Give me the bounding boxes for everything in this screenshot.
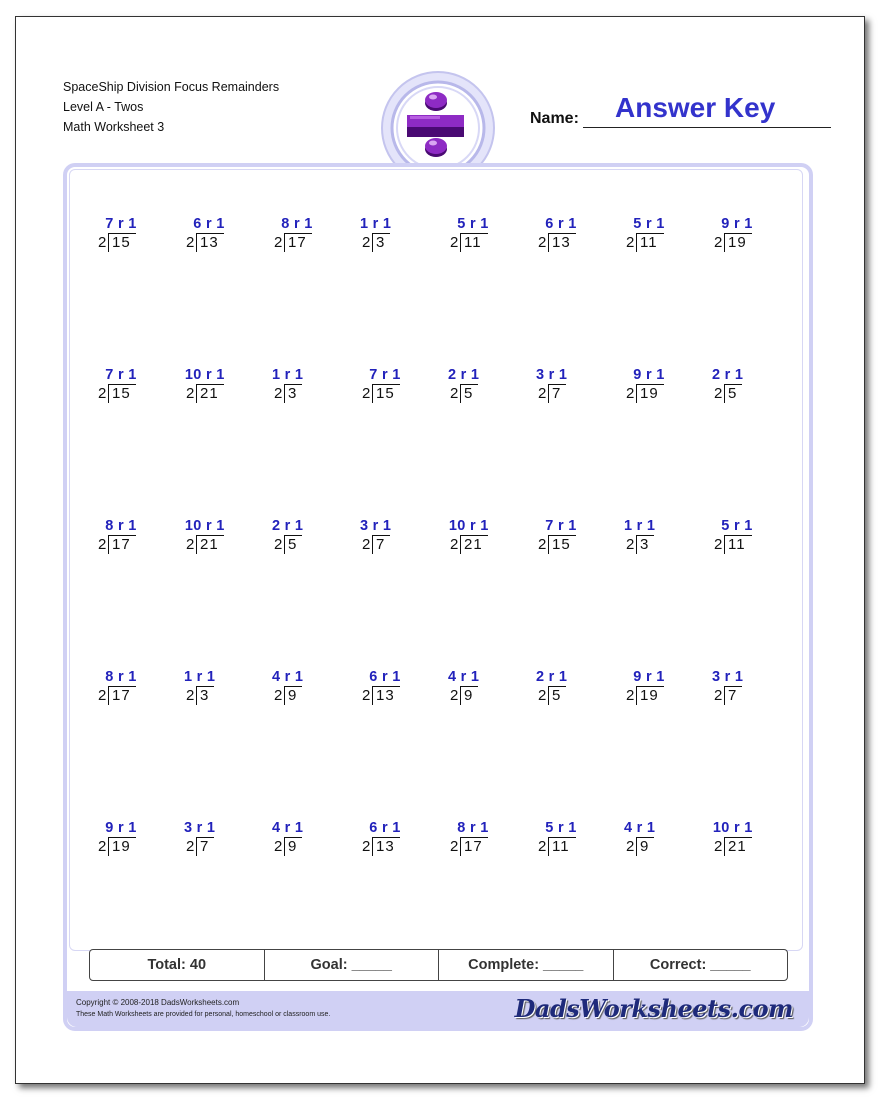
problem-dividend: 19 <box>728 234 747 251</box>
division-problem <box>450 216 520 256</box>
division-problem <box>626 367 696 407</box>
problem-dividend: 9 <box>288 838 298 855</box>
problem-answer: 4 r 1 <box>271 820 304 836</box>
division-problem <box>186 518 256 558</box>
division-problem <box>711 669 784 709</box>
problem-answer: 3 r 1 <box>711 669 744 685</box>
problem-dividend: 11 <box>552 838 570 855</box>
total-count: Total: 40 <box>90 950 265 980</box>
problem-dividend: 17 <box>112 687 131 704</box>
division-problem <box>714 216 784 256</box>
division-problem <box>359 518 432 558</box>
division-problem <box>447 669 520 709</box>
problem-answer: 9 r 1 <box>721 216 753 232</box>
problem-divisor: 2 <box>186 385 195 402</box>
problem-answer: 2 r 1 <box>447 367 480 383</box>
name-field[interactable] <box>530 92 831 128</box>
problem-divisor: 2 <box>626 536 635 553</box>
division-problem <box>623 820 696 860</box>
problem-dividend: 5 <box>552 687 562 704</box>
brand-logo: DadsWorksheets.com <box>514 994 793 1023</box>
problem-divisor: 2 <box>186 536 195 553</box>
problem-dividend: 5 <box>288 536 298 553</box>
answer-key-label: Answer Key <box>615 92 776 123</box>
division-problem <box>714 820 784 860</box>
division-problem <box>538 820 608 860</box>
problem-answer: 8 r 1 <box>457 820 489 836</box>
problem-answer: 6 r 1 <box>369 669 401 685</box>
problem-divisor: 2 <box>186 687 195 704</box>
division-problem <box>98 216 168 256</box>
division-problem <box>183 820 256 860</box>
problem-dividend: 15 <box>376 385 395 402</box>
problem-dividend: 3 <box>200 687 210 704</box>
problem-divisor: 2 <box>450 234 459 251</box>
division-problem <box>711 367 784 407</box>
problem-answer: 2 r 1 <box>271 518 304 534</box>
problem-divisor: 2 <box>274 536 283 553</box>
problem-dividend: 7 <box>376 536 386 553</box>
problem-dividend: 13 <box>552 234 571 251</box>
division-problem <box>447 367 520 407</box>
worksheet-number: Math Worksheet 3 <box>63 120 165 134</box>
problem-answer: 5 r 1 <box>545 820 577 836</box>
division-problem <box>362 367 432 407</box>
worksheet-info <box>63 77 279 137</box>
problem-answer: 2 r 1 <box>535 669 568 685</box>
division-problem <box>98 669 168 709</box>
problem-divisor: 2 <box>362 838 371 855</box>
division-problem <box>98 367 168 407</box>
problem-answer: 10 r 1 <box>712 820 753 836</box>
problem-answer: 2 r 1 <box>711 367 744 383</box>
correct-field[interactable]: Correct: _____ <box>649 957 751 973</box>
problem-divisor: 2 <box>450 687 459 704</box>
division-problem <box>98 518 168 558</box>
problem-dividend: 17 <box>288 234 307 251</box>
problem-answer: 1 r 1 <box>359 216 392 232</box>
division-problem <box>714 518 784 558</box>
problem-divisor: 2 <box>538 838 547 855</box>
problem-divisor: 2 <box>538 385 547 402</box>
problem-dividend: 9 <box>640 838 650 855</box>
complete-field[interactable]: Complete: _____ <box>439 950 614 980</box>
problem-divisor: 2 <box>450 385 459 402</box>
worksheet-level: Level A - Twos <box>63 100 144 114</box>
totals-bar <box>89 949 788 981</box>
problem-answer: 3 r 1 <box>535 367 568 383</box>
problem-dividend: 15 <box>112 234 131 251</box>
problem-divisor: 2 <box>186 838 195 855</box>
problem-divisor: 2 <box>362 687 371 704</box>
problem-answer: 8 r 1 <box>281 216 313 232</box>
problem-divisor: 2 <box>714 838 723 855</box>
problem-divisor: 2 <box>626 838 635 855</box>
division-problem <box>626 669 696 709</box>
problem-dividend: 19 <box>112 838 131 855</box>
problem-answer: 8 r 1 <box>105 669 137 685</box>
division-problem <box>450 820 520 860</box>
problem-divisor: 2 <box>714 687 723 704</box>
problem-answer: 7 r 1 <box>105 367 137 383</box>
problem-dividend: 17 <box>464 838 483 855</box>
problem-dividend: 7 <box>552 385 562 402</box>
problem-dividend: 11 <box>728 536 746 553</box>
division-problem <box>271 518 344 558</box>
problem-dividend: 5 <box>464 385 474 402</box>
copyright-text: Copyright © 2008-2018 DadsWorksheets.com <box>76 998 240 1007</box>
problem-answer: 7 r 1 <box>369 367 401 383</box>
division-problem <box>98 820 168 860</box>
division-problem <box>271 820 344 860</box>
problem-divisor: 2 <box>362 536 371 553</box>
problem-answer: 1 r 1 <box>271 367 304 383</box>
problem-divisor: 2 <box>450 838 459 855</box>
problem-answer: 4 r 1 <box>447 669 480 685</box>
problem-answer: 5 r 1 <box>721 518 753 534</box>
problem-dividend: 3 <box>376 234 386 251</box>
footer <box>67 991 809 1027</box>
problem-answer: 7 r 1 <box>105 216 137 232</box>
division-problem <box>538 216 608 256</box>
problem-dividend: 13 <box>376 687 395 704</box>
problem-answer: 10 r 1 <box>184 518 225 534</box>
problem-divisor: 2 <box>714 385 723 402</box>
problem-answer: 6 r 1 <box>193 216 225 232</box>
division-problem <box>186 367 256 407</box>
division-problem <box>359 216 432 256</box>
problem-dividend: 9 <box>464 687 474 704</box>
problem-divisor: 2 <box>274 234 283 251</box>
goal-field[interactable]: Goal: _____ <box>265 950 440 980</box>
problem-divisor: 2 <box>98 838 107 855</box>
problem-divisor: 2 <box>274 838 283 855</box>
problem-divisor: 2 <box>626 385 635 402</box>
problem-dividend: 21 <box>464 536 483 553</box>
division-problem <box>186 216 256 256</box>
division-problem <box>274 216 344 256</box>
division-problem <box>535 669 608 709</box>
problem-answer: 9 r 1 <box>105 820 137 836</box>
problem-divisor: 2 <box>98 536 107 553</box>
name-line <box>583 127 831 128</box>
problem-divisor: 2 <box>538 536 547 553</box>
problem-dividend: 17 <box>112 536 131 553</box>
problem-dividend: 21 <box>200 385 219 402</box>
problem-dividend: 19 <box>640 385 659 402</box>
problem-dividend: 7 <box>728 687 738 704</box>
problem-answer: 4 r 1 <box>271 669 304 685</box>
problem-divisor: 2 <box>714 536 723 553</box>
division-problem <box>450 518 520 558</box>
problem-answer: 3 r 1 <box>183 820 216 836</box>
problem-answer: 10 r 1 <box>184 367 225 383</box>
problem-answer: 4 r 1 <box>623 820 656 836</box>
division-problem <box>183 669 256 709</box>
problem-divisor: 2 <box>538 234 547 251</box>
division-problem <box>271 669 344 709</box>
division-problem <box>626 216 696 256</box>
problem-answer: 6 r 1 <box>369 820 401 836</box>
problem-divisor: 2 <box>538 687 547 704</box>
problem-answer: 10 r 1 <box>448 518 489 534</box>
problem-divisor: 2 <box>626 234 635 251</box>
problem-answer: 1 r 1 <box>183 669 216 685</box>
problem-dividend: 5 <box>728 385 738 402</box>
problem-dividend: 11 <box>640 234 658 251</box>
problem-divisor: 2 <box>450 536 459 553</box>
division-problem <box>623 518 696 558</box>
problem-divisor: 2 <box>714 234 723 251</box>
problem-divisor: 2 <box>362 385 371 402</box>
problem-divisor: 2 <box>274 385 283 402</box>
problem-dividend: 3 <box>288 385 298 402</box>
division-problem <box>535 367 608 407</box>
problem-dividend: 15 <box>112 385 131 402</box>
problem-dividend: 19 <box>640 687 659 704</box>
problem-dividend: 9 <box>288 687 298 704</box>
problem-dividend: 21 <box>200 536 219 553</box>
problem-divisor: 2 <box>98 687 107 704</box>
problem-answer: 3 r 1 <box>359 518 392 534</box>
division-problem <box>271 367 344 407</box>
name-label: Name: <box>530 110 579 127</box>
problem-divisor: 2 <box>98 234 107 251</box>
problem-answer: 5 r 1 <box>633 216 665 232</box>
problem-divisor: 2 <box>274 687 283 704</box>
problem-dividend: 11 <box>464 234 482 251</box>
problem-answer: 9 r 1 <box>633 669 665 685</box>
problem-divisor: 2 <box>98 385 107 402</box>
division-problem <box>362 669 432 709</box>
problem-dividend: 3 <box>640 536 650 553</box>
division-problem <box>362 820 432 860</box>
problem-dividend: 21 <box>728 838 747 855</box>
problem-answer: 8 r 1 <box>105 518 137 534</box>
problem-answer: 9 r 1 <box>633 367 665 383</box>
division-problem <box>538 518 608 558</box>
problem-answer: 7 r 1 <box>545 518 577 534</box>
problem-divisor: 2 <box>186 234 195 251</box>
problem-dividend: 13 <box>376 838 395 855</box>
problem-dividend: 7 <box>200 838 210 855</box>
problem-answer: 6 r 1 <box>545 216 577 232</box>
problem-answer: 5 r 1 <box>457 216 489 232</box>
problem-dividend: 13 <box>200 234 219 251</box>
problem-dividend: 15 <box>552 536 571 553</box>
problem-divisor: 2 <box>362 234 371 251</box>
problem-divisor: 2 <box>626 687 635 704</box>
problem-answer: 1 r 1 <box>623 518 656 534</box>
usage-notice: These Math Worksheets are provided for personal, homeschool or classroom use. <box>76 1011 331 1018</box>
worksheet-title: SpaceShip Division Focus Remainders <box>63 80 280 94</box>
